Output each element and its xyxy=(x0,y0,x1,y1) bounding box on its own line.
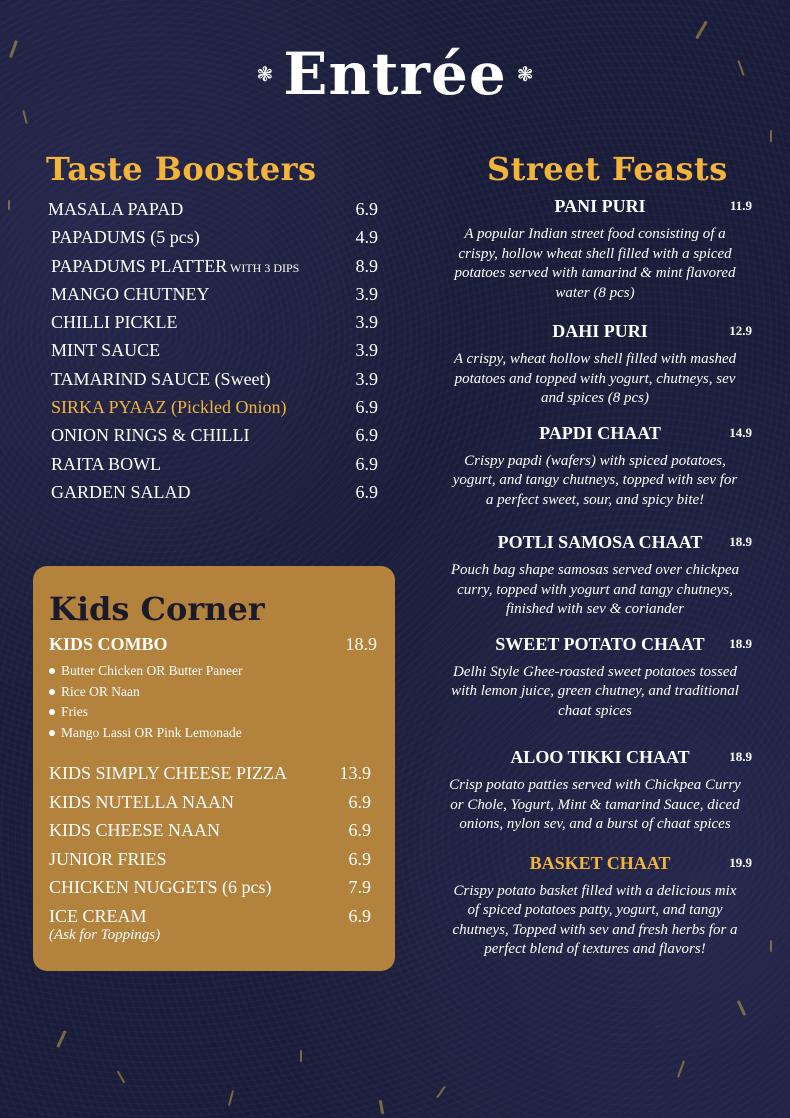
menu-item-name: MASALA PAPAD xyxy=(48,199,184,219)
menu-item-name: PAPDI CHAAT xyxy=(539,422,661,443)
street-feast-item xyxy=(440,853,760,960)
bullet-dot-icon xyxy=(49,668,55,674)
street-feast-header xyxy=(440,196,760,217)
page-title: Entrée xyxy=(283,40,507,108)
menu-item xyxy=(48,369,378,397)
menu-item xyxy=(49,792,377,821)
menu-item xyxy=(48,454,378,482)
menu-item-label xyxy=(51,454,161,475)
menu-item-description: Delhi Style Ghee-roasted sweet potatoes tossed with lemon juice, green chutney, and traditional chaat spices xyxy=(451,663,739,719)
kids-corner-panel xyxy=(33,566,395,971)
page-header xyxy=(0,40,790,108)
street-feast-item xyxy=(440,747,760,835)
menu-item-price: 6.9 xyxy=(355,397,378,418)
menu-item-price: 6.9 xyxy=(348,820,371,841)
ice-cream-note: (Ask for Toppings) xyxy=(49,926,161,943)
menu-item-price: 6.9 xyxy=(348,848,371,869)
menu-item-price: 13.9 xyxy=(339,763,371,783)
menu-item-price: 12.9 xyxy=(729,323,752,338)
menu-item-name: CHILLI PICKLE xyxy=(51,312,178,333)
combo-option xyxy=(49,682,377,703)
menu-item-label xyxy=(51,397,287,418)
menu-item xyxy=(48,397,378,425)
menu-item-label xyxy=(51,482,191,503)
street-feast-header xyxy=(440,853,760,874)
menu-item-label xyxy=(51,425,249,446)
menu-item-description: Crispy papdi (wafers) with spiced potatoes, yogurt, and tangy chutneys, topped with sev for a perfect sweet, sour, and spicy bite! xyxy=(452,452,738,508)
taste-boosters-list xyxy=(48,199,378,510)
bullet-dot-icon xyxy=(49,709,55,715)
bullet-dot-icon xyxy=(49,730,55,736)
bullet-dot-icon xyxy=(49,689,55,695)
menu-item-label xyxy=(51,284,210,305)
menu-item xyxy=(48,425,378,453)
street-feast-item xyxy=(440,321,760,409)
menu-item xyxy=(48,199,378,227)
kids-items-list xyxy=(49,763,377,935)
menu-item xyxy=(48,256,378,284)
menu-item-price: 14.9 xyxy=(729,424,752,440)
street-feast-item xyxy=(440,196,760,303)
menu-item-price: 7.9 xyxy=(348,877,371,898)
menu-item-price: 3.9 xyxy=(355,312,378,333)
menu-item-suffix: WITH 3 DIPS xyxy=(227,260,300,275)
kids-combo-row xyxy=(49,634,377,655)
menu-item xyxy=(49,877,377,906)
menu-item-price: 8.9 xyxy=(355,255,378,276)
menu-item-price: 6.9 xyxy=(355,199,378,219)
menu-item-description: A crispy, wheat hollow shell filled with mashed potatoes and topped with yogurt, chutneys, sev and spices (8 pcs) xyxy=(453,351,737,406)
combo-option xyxy=(49,723,377,744)
menu-item-price: 18.9 xyxy=(729,635,752,651)
combo-option-text: Fries xyxy=(61,704,88,720)
menu-item-name: RAITA BOWL xyxy=(51,453,162,474)
street-feast-item xyxy=(440,634,760,722)
menu-item-name: PAPADUMS (5 pcs) xyxy=(51,227,200,248)
menu-item xyxy=(48,482,378,510)
street-feast-header xyxy=(440,532,760,553)
menu-item-name: KIDS COMBO xyxy=(49,634,168,654)
street-feast-header xyxy=(440,321,760,342)
menu-item-name: ONION RINGS & CHILLI xyxy=(51,425,250,446)
street-feast-header xyxy=(440,634,760,655)
menu-item-name: POTLI SAMOSA CHAAT xyxy=(497,532,703,552)
menu-item-name: TAMARIND SAUCE (Sweet) xyxy=(51,368,271,389)
menu-item-description: A popular Indian street food consisting of a crispy, hollow wheat shell filled with a spiced potatoes served with tamarind & mint flavored water (8 pcs) xyxy=(454,226,736,301)
menu-item-label xyxy=(48,199,183,220)
menu-item-name: SWEET POTATO CHAAT xyxy=(495,633,705,654)
menu-item xyxy=(49,849,377,878)
menu-item-label xyxy=(51,340,160,361)
street-feast-header xyxy=(440,423,760,444)
street-feast-item xyxy=(440,423,760,511)
menu-item-description: Crispy potato basket filled with a delicious mix of spiced potatoes patty, yogurt, and tangy chutneys, Topped with sev and fresh herbs for a perfect blend of textures and flavors! xyxy=(452,882,738,957)
menu-item-name: MANGO CHUTNEY xyxy=(51,283,210,304)
section-title-kids-corner: Kids Corner xyxy=(49,590,265,628)
menu-item-price: 18.9 xyxy=(729,534,752,549)
combo-option-text: Butter Chicken OR Butter Paneer xyxy=(61,663,243,679)
flower-ornament-icon: ❃ xyxy=(256,62,274,86)
combo-option xyxy=(49,661,377,682)
menu-item-price: 3.9 xyxy=(355,283,378,304)
street-feast-item xyxy=(440,532,760,620)
menu-item-price: 6.9 xyxy=(355,425,378,446)
menu-item-name: GARDEN SALAD xyxy=(51,481,191,502)
menu-item xyxy=(48,340,378,368)
menu-item-name: JUNIOR FRIES xyxy=(49,848,167,869)
menu-item-name: KIDS NUTELLA NAAN xyxy=(49,791,234,812)
menu-item-description: Crisp potato patties served with Chickpea Curry or Chole, Yogurt, Mint & tamarind Sauce, diced onions, nylon sev, and a burst of chaat spices xyxy=(449,777,741,832)
street-feast-header xyxy=(440,747,760,768)
menu-item xyxy=(48,227,378,255)
menu-item-price: 6.9 xyxy=(355,453,378,474)
menu-item-price: 6.9 xyxy=(355,481,378,502)
menu-item-name: KIDS SIMPLY CHEESE PIZZA xyxy=(49,763,288,783)
menu-item-label xyxy=(51,256,299,277)
menu-item-name: ALOO TIKKI CHAAT xyxy=(510,747,690,767)
menu-item-price: 3.9 xyxy=(355,340,378,361)
menu-item-name: BASKET CHAAT xyxy=(529,852,671,873)
menu-item-name: MINT SAUCE xyxy=(51,340,161,361)
section-title-street-feasts: Street Feasts xyxy=(487,150,728,188)
menu-item-name: ICE CREAM xyxy=(49,905,147,926)
menu-item-price: 6.9 xyxy=(348,905,371,926)
combo-options-list xyxy=(49,661,377,743)
menu-item xyxy=(49,763,377,792)
section-title-taste-boosters: Taste Boosters xyxy=(46,150,317,188)
menu-item-price: 11.9 xyxy=(729,198,752,213)
menu-item-name: PAPADUMS PLATTER xyxy=(51,255,228,276)
menu-item-price: 3.9 xyxy=(355,368,378,389)
menu-item-name: CHICKEN NUGGETS (6 pcs) xyxy=(49,877,272,898)
menu-item-name: SIRKA PYAAZ (Pickled Onion) xyxy=(51,397,287,418)
combo-option-text: Mango Lassi OR Pink Lemonade xyxy=(61,724,242,740)
menu-item-label xyxy=(51,227,200,248)
menu-item-price: 18.9 xyxy=(345,634,377,654)
menu-item-price: 6.9 xyxy=(348,791,371,812)
flower-ornament-icon: ❃ xyxy=(516,62,534,86)
menu-item-name: DAHI PURI xyxy=(552,321,648,341)
combo-option xyxy=(49,702,377,723)
menu-item-label xyxy=(51,312,177,333)
menu-item xyxy=(48,312,378,340)
menu-item-name: PANI PURI xyxy=(554,196,646,216)
menu-item-price: 4.9 xyxy=(355,227,378,248)
menu-item xyxy=(49,820,377,849)
street-feasts-list xyxy=(440,196,760,960)
menu-item-description: Pouch bag shape samosas served over chickpea curry, topped with yogurt and tangy chutneys, finished with sev & coriander xyxy=(450,562,740,617)
combo-option-text: Rice OR Naan xyxy=(61,683,140,699)
menu-item-label xyxy=(51,369,271,390)
menu-item xyxy=(48,284,378,312)
menu-item-price: 19.9 xyxy=(729,854,752,870)
menu-item-price: 18.9 xyxy=(729,749,752,764)
menu-item-name: KIDS CHEESE NAAN xyxy=(49,820,220,841)
